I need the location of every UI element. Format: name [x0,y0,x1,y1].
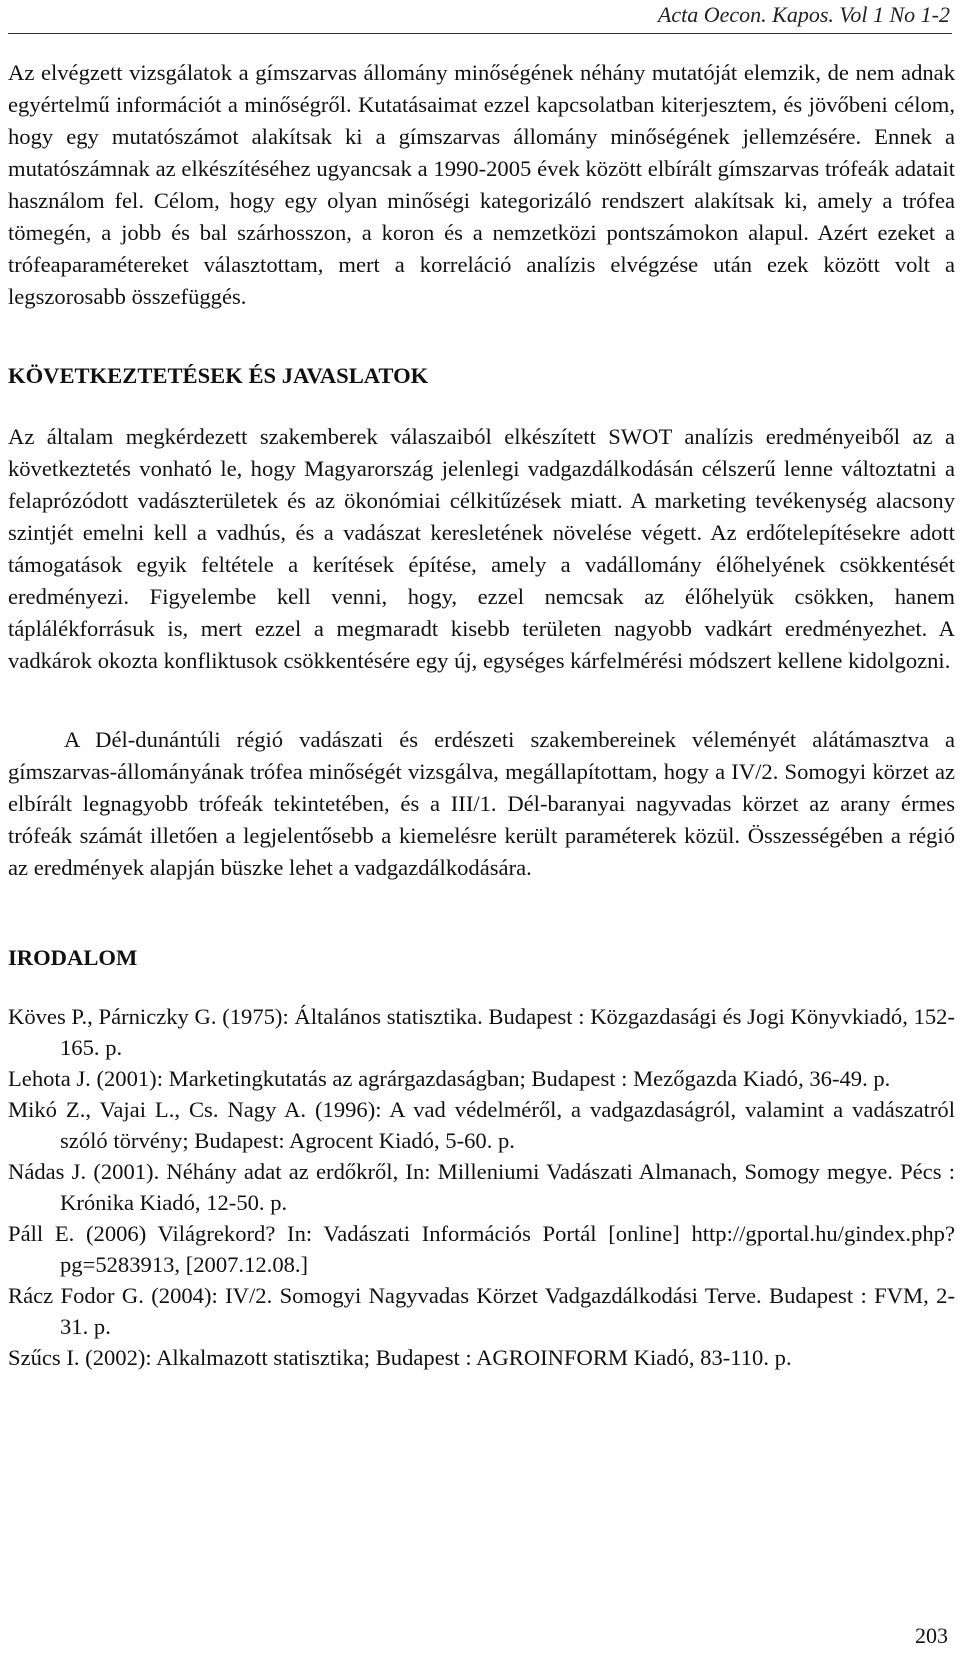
conclusions-heading: KÖVETKEZTETÉSEK ÉS JAVASLATOK [8,363,429,388]
reference-item: Szűcs I. (2002): Alkalmazott statisztika; Budapest : AGROINFORM Kiadó, 83-110. p. [8,1345,792,1370]
header-divider [8,33,952,34]
reference-item: Páll E. (2006) Világrekord? In: Vadászati Információs Portál [online] http://gportal.hu/gindex.php?pg=5283913, [2007.12.08.] [8,1221,955,1277]
conclusions-paragraph-1: Az általam megkérdezett szakemberek válaszaiból elkészített SWOT analízis eredményeiből az a következtetés vonható le, hogy Magyarország jelenlegi vadgazdálkodásán célszerű lenne változtatni a felaprózódott vadászterületek és az ökonómiai célkitűzések miatt. A marketing tevékenység alacsony szintjét emelni kell a vadhús, és a vadászat keresletének növelése végett. Az erdőtelepítésekre adott támogatások egyik feltétele a kerítések építése, amely a vadállomány élőhelyének csökkentését eredményezi. Figyelembe kell venni, hogy, ezzel nemcsak az élőhelyük csökken, hanem táplálékforrásuk is, mert ezzel a megmaradt kisebb területen nagyobb vadkárt eredményezhet. A vadkárok okozta konfliktusok csökkentésére egy új, egységes kárfelmérési módszert kellene kidolgozni. [8,424,955,673]
reference-item: Nádas J. (2001). Néhány adat az erdőkről, In: Milleniumi Vadászati Almanach, Somogy megye. Pécs : Krónika Kiadó, 12-50. p. [8,1159,955,1215]
reference-item: Lehota J. (2001): Marketingkutatás az agrárgazdaságban; Budapest : Mezőgazda Kiadó, 36-49. p. [8,1066,891,1091]
running-head: Acta Oecon. Kapos. Vol 1 No 1-2 [657,2,950,27]
references-list [8,1001,955,1373]
reference-item: Mikó Z., Vajai L., Cs. Nagy A. (1996): A vad védelméről, a vadgazdaságról, valamint a vadászatról szóló törvény; Budapest: Agrocent Kiadó, 5-60. p. [8,1097,955,1153]
reference-item: Köves P., Párniczky G. (1975): Általános statisztika. Budapest : Közgazdasági és Jogi Könyvkiadó, 152-165. p. [8,1004,955,1060]
conclusions-paragraph-2: A Dél-dunántúli régió vadászati és erdészeti szakembereinek véleményét alátámasztva a gímszarvas-állományának trófea minőségét vizsgálva, megállapítottam, hogy a IV/2. Somogyi körzet az elbírált legnagyobb trófeák tekintetében, és a III/1. Dél-baranyai nagyvadas körzet az arany érmes trófeák számát illetően a legjelentősebb a kiemelésre került paraméterek közül. Összességében a régió az eredmények alapján büszke lehet a vadgazdálkodására. [8,727,955,880]
page-number: 203 [915,1623,948,1648]
references-heading: IRODALOM [8,945,138,970]
reference-item: Rácz Fodor G. (2004): IV/2. Somogyi Nagyvadas Körzet Vadgazdálkodási Terve. Budapest : FVM, 2-31. p. [8,1283,955,1339]
intro-paragraph: Az elvégzett vizsgálatok a gímszarvas állomány minőségének néhány mutatóját elemzik, de nem adnak egyértelmű információt a minőségről. Kutatásaimat ezzel kapcsolatban kiterjesztem, és jövőbeni célom, hogy egy mutatószámot alakítsak ki a gímszarvas állomány minőségének jellemzésére. Ennek a mutatószámnak az elkészítéséhez ugyancsak a 1990-2005 évek között elbírált gímszarvas trófeák adatait használom fel. Célom, hogy egy olyan minőségi kategorizáló rendszert alakítsak ki, amely a trófea tömegén, a jobb és bal szárhosszon, a koron és a nemzetközi pontszámokon alapul. Azért ezeket a trófeaparamétereket választottam, mert a korreláció analízis elvégzése után ezek között volt a legszorosabb összefüggés. [8,60,955,309]
